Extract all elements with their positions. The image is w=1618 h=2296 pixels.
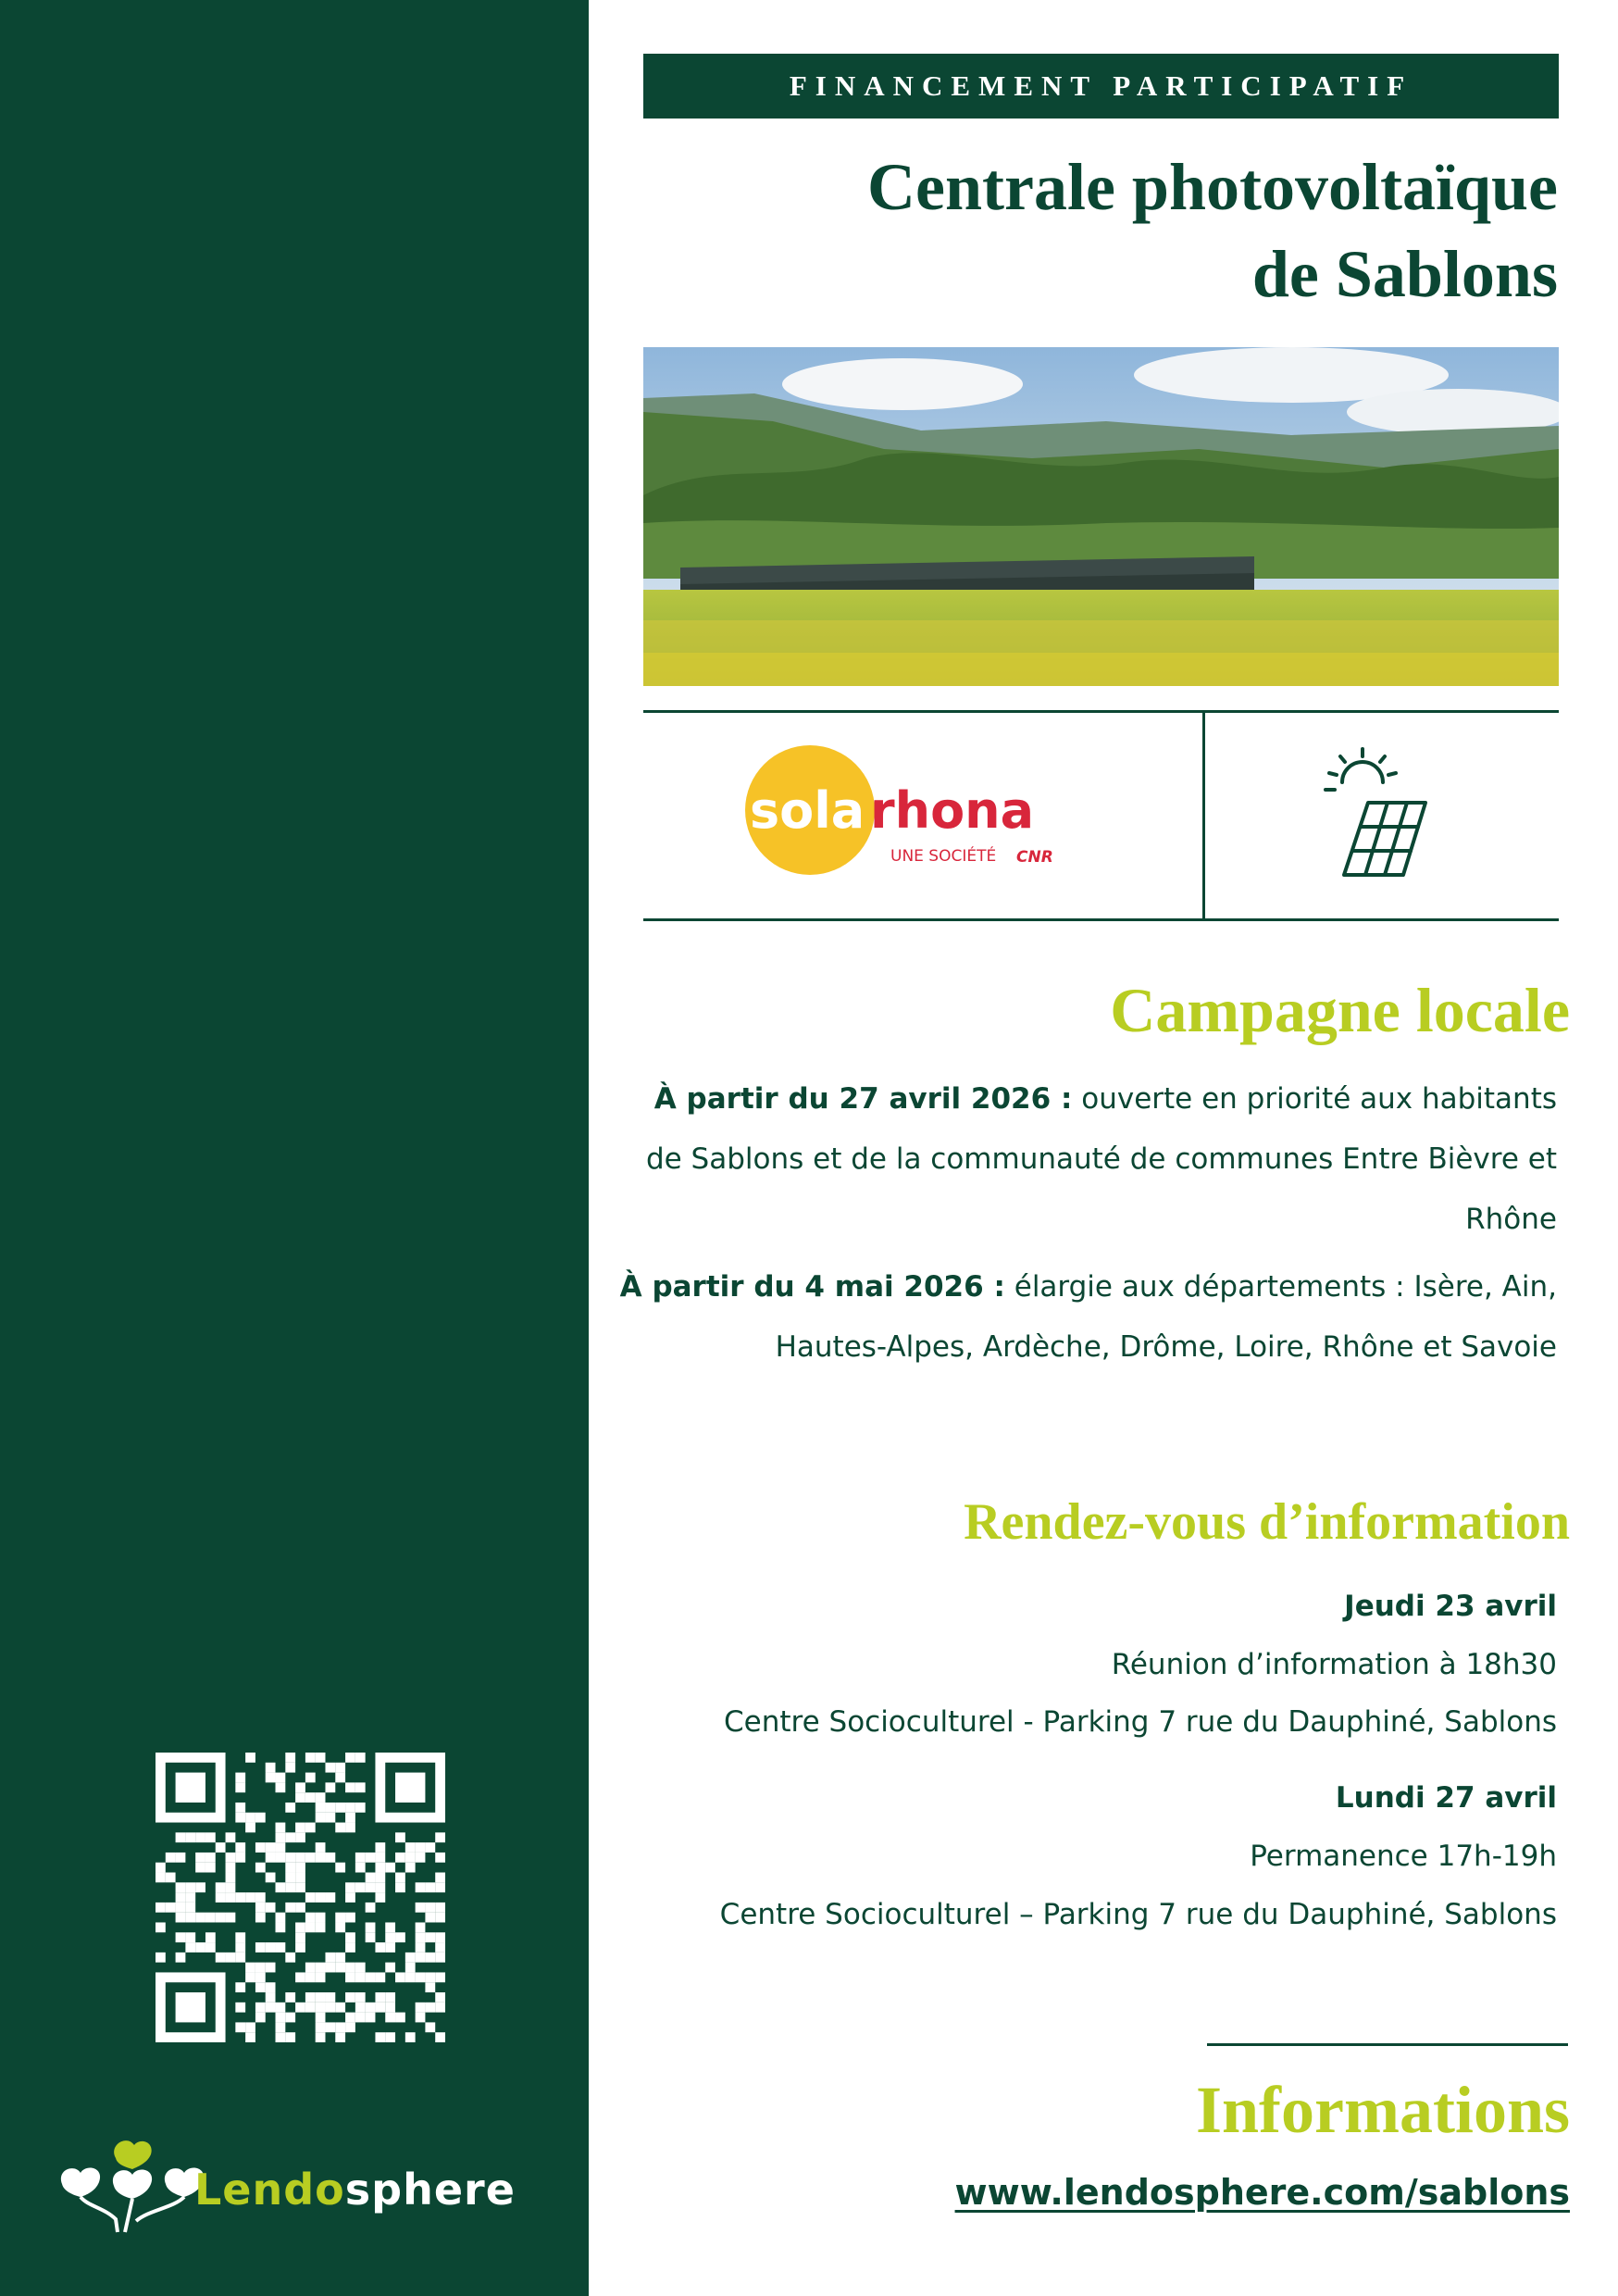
info-divider (1207, 2043, 1568, 2046)
solar-panel-with-sun-icon (1314, 745, 1453, 884)
campaign-paragraph-2 (613, 1257, 1557, 1378)
divider-top (643, 710, 1559, 713)
campaign-date-2: À partir du 4 mai 2026 : (619, 1270, 1005, 1304)
brand-name-part2: sphere (344, 2165, 516, 2215)
solarhona-sola: sola (750, 781, 865, 840)
cnr-logo: CNR (1016, 848, 1053, 867)
campaign-date-1: À partir du 27 avril 2026 : (653, 1082, 1073, 1116)
meeting-2-label: Permanence 17h-19h (1250, 1840, 1557, 1873)
info-link[interactable]: www.lendosphere.com/sablons (954, 2172, 1570, 2213)
sidebar (0, 0, 589, 2296)
solarhona-rhona: rhona (870, 781, 1035, 840)
meeting-2-date: Lundi 27 avril (1335, 1781, 1557, 1815)
qr-code[interactable] (156, 1753, 445, 2042)
campaign-paragraph-1 (613, 1069, 1557, 1250)
campaign-heading: Campagne locale (1110, 975, 1570, 1045)
page-title (867, 144, 1558, 318)
meeting-1-place: Centre Socioculturel - Parking 7 rue du Dauphiné, Sablons (724, 1705, 1557, 1739)
solarhona-logo (741, 741, 1092, 880)
title-line-2: de Sablons (1251, 237, 1558, 311)
header-banner: FINANCEMENT PARTICIPATIF (643, 54, 1559, 119)
campaign-text-1: ouverte en priorité aux habitants de Sablons et de la communauté de communes Entre Bièvre et Rhône (645, 1082, 1557, 1236)
meeting-1-label: Réunion d’information à 18h30 (1111, 1648, 1557, 1681)
landscape-photo (643, 347, 1559, 686)
brand-name-part1: Lendo (194, 2165, 345, 2215)
meeting-2-place: Centre Socioculturel – Parking 7 rue du Dauphiné, Sablons (719, 1898, 1557, 1931)
solarhona-tagline: UNE SOCIÉTÉ (890, 847, 997, 866)
meetings-heading: Rendez-vous d’information (964, 1493, 1570, 1551)
divider-bottom (643, 918, 1559, 921)
campaign-text-2: élargie aux départements : Isère, Ain, Hautes-Alpes, Ardèche, Drôme, Loire, Rhône et Savoie (775, 1270, 1557, 1364)
info-heading: Informations (1195, 2073, 1570, 2147)
title-line-1: Centrale photovoltaïque (867, 150, 1558, 224)
divider-vertical (1202, 710, 1205, 921)
brand-name (194, 2165, 516, 2215)
meeting-1-date: Jeudi 23 avril (1344, 1590, 1557, 1623)
